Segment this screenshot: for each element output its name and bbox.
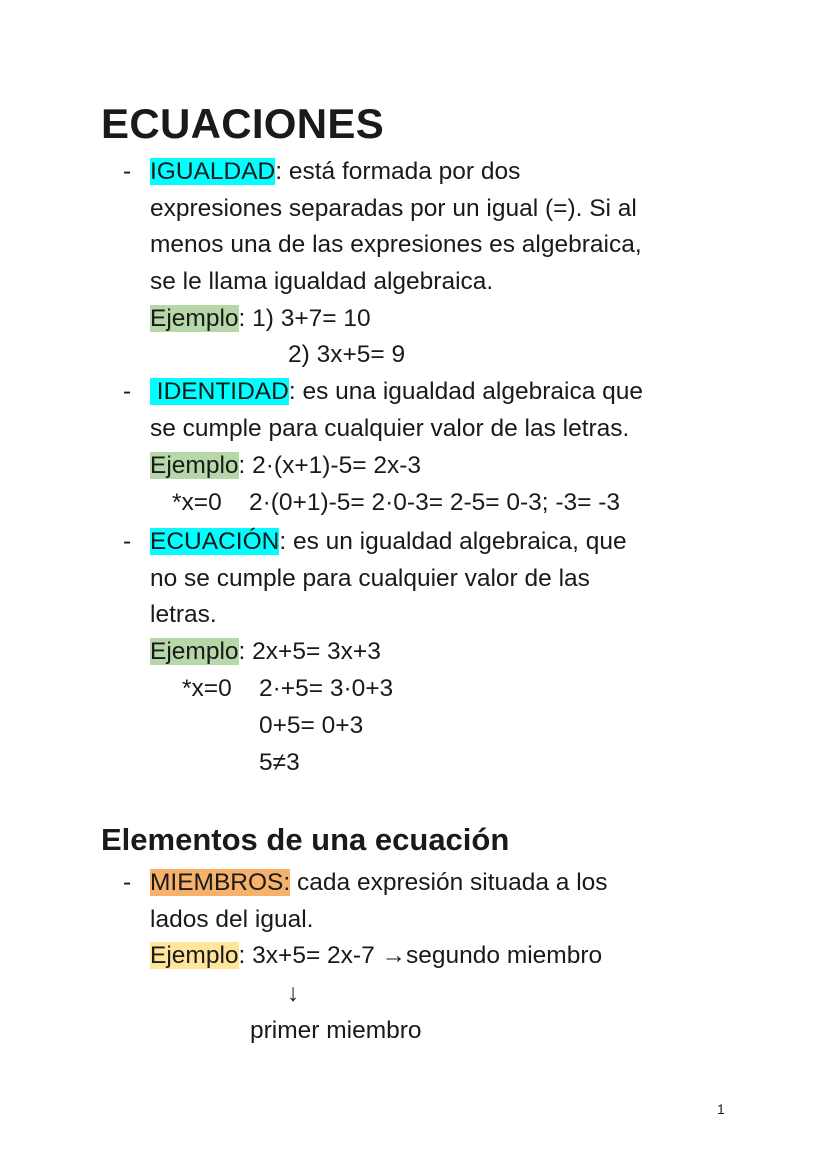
igualdad-term: IGUALDAD [150, 158, 276, 185]
bullet-dash: - [123, 378, 132, 405]
ecuacion-def: : es un igualdad algebraica, que [279, 528, 627, 555]
ecuacion-example-x: *x=0 [182, 675, 232, 702]
example-text: : 2·(x+1)-5= 2x-3 [238, 452, 421, 479]
identidad-example-2: *x=0 2·(0+1)-5= 2·0-3= 2-5= 0-3; -3= -3 [172, 489, 621, 516]
example-text: : 2x+5= 3x+3 [238, 638, 381, 665]
ecuacion-line-3: letras. [150, 601, 217, 628]
identidad-def: : es una igualdad algebraica que [288, 378, 644, 405]
miembros-def: cada expresión situada a los [290, 869, 608, 896]
page-title: ECUACIONES [101, 100, 385, 147]
identidad-term: IDENTIDAD [150, 378, 289, 405]
igualdad-line-1 [150, 158, 520, 186]
identidad-line-1 [150, 378, 643, 406]
miembros-term: MIEMBROS: [150, 869, 291, 896]
bullet-dash: - [123, 158, 132, 185]
ecuacion-line-2: no se cumple para cualquier valor de las [150, 565, 590, 592]
ecuacion-line-1 [150, 528, 627, 556]
miembros-example [150, 942, 602, 970]
section-subtitle: Elementos de una ecuación [101, 822, 510, 857]
bullet-dash: - [123, 528, 132, 555]
ecuacion-term: ECUACIÓN [150, 528, 280, 555]
example-text: : 1) 3+7= 10 [238, 305, 371, 332]
example-label: Ejemplo [150, 305, 239, 332]
identidad-example [150, 452, 421, 480]
example-text: : 3x+5= 2x-7 →segundo miembro [238, 942, 603, 969]
ecuacion-example-step-3: 5≠3 [259, 749, 300, 776]
example-label: Ejemplo [150, 452, 239, 479]
igualdad-line-2: expresiones separadas por un igual (=). Si al [150, 195, 637, 222]
ecuacion-example-step-2: 0+5= 0+3 [259, 712, 364, 739]
igualdad-def: : está formada por dos [275, 158, 521, 185]
igualdad-line-4: se le llama igualdad algebraica. [150, 268, 494, 295]
bullet-dash: - [123, 869, 132, 896]
igualdad-example [150, 305, 371, 333]
igualdad-example-2: 2) 3x+5= 9 [288, 341, 406, 368]
ecuacion-example-step-1: 2·+5= 3·0+3 [259, 675, 394, 702]
miembros-line-2: lados del igual. [150, 906, 314, 933]
example-label: Ejemplo [150, 942, 239, 969]
igualdad-line-3: menos una de las expresiones es algebraica, [150, 231, 642, 258]
ecuacion-example [150, 638, 381, 666]
down-arrow-icon: ↓ [287, 980, 300, 1007]
page-number: 1 [717, 1101, 725, 1117]
example-label: Ejemplo [150, 638, 239, 665]
miembros-line-1 [150, 869, 608, 897]
primer-miembro-annotation: primer miembro [250, 1017, 422, 1044]
identidad-line-2: se cumple para cualquier valor de las letras. [150, 415, 630, 442]
